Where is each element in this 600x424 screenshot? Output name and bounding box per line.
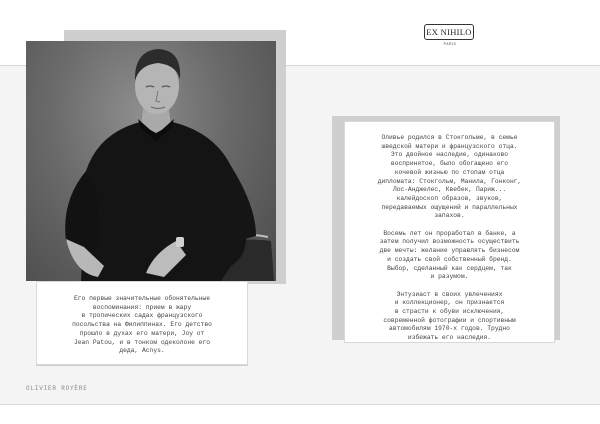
portrait-illustration [26,41,276,281]
bio-line: Лос-Анджелес, Квебек, Париж... [392,186,507,194]
bio-line: дипломата: Стокгольм, Манила, Гонконг, [377,177,522,185]
bio-line: Энтузиаст в своих увлечениях [396,290,503,298]
portrait-photo [26,41,276,281]
bio-line: Оливье родился в Стокгольме, в семье [381,134,518,141]
bio-line: кочевой жизнью по стопам отца [394,168,505,176]
bio-line: и разумом. [430,273,469,281]
brand-logo [424,24,476,46]
bio-line: Это двойное наследие, одинаково [390,151,509,159]
bio-paragraph [353,230,546,282]
bio-line: передаваемых ощущений и параллельных [381,203,518,211]
caption-line: Его первые значительные обонятельные [73,295,211,302]
bio-line: Выбор, сделанный как сердцем, так [387,264,512,272]
logo-badge: EX NIHILO [424,24,474,40]
bottom-rule [0,404,600,405]
bio-line: калейдоскоп образов, звуков, [396,194,503,202]
caption-line: Jean Patou, и в тонком одеколоне его [73,338,211,346]
bio-line: воспринятое, было обогащено его [390,160,509,168]
biography-card [344,121,555,343]
logo-city: PARIS [443,42,457,46]
bio-line: две мечты: желание управлять бизнесом [379,247,520,255]
caption-line: в тропических садах французского [81,312,203,320]
bio-line: автомобилям 1970-х годов. Трудно [389,325,510,333]
caption-line: прошло в духах его матери, Joy от [79,329,205,337]
caption-line: деда, Acnys. [119,347,165,355]
caption-line: воспоминания: прием в жару [92,303,192,311]
bio-paragraph [353,134,546,221]
bio-line: и коллекционер, он признается [394,299,505,307]
bio-line: современной фотографии и спортивным [383,316,516,324]
bio-paragraph [353,291,546,343]
bio-line: затем получил возможность осуществить [379,238,520,246]
photo-caption [36,281,248,365]
bio-line: Восемь лет он проработал в банке, а [383,229,516,237]
caption-line: посольства на Филиппинах. Его детство [72,321,212,329]
bio-line: и создать свой собственный бренд. [387,255,512,263]
bio-line: в страсти к обуви исключения, [394,308,505,316]
bio-line: запахов. [434,212,465,220]
bio-line: шведской матери и французского отца. [381,142,518,150]
author-name: OLIVIER ROYÈRE [26,385,88,392]
bio-line: избежать его наследия. [407,334,492,342]
